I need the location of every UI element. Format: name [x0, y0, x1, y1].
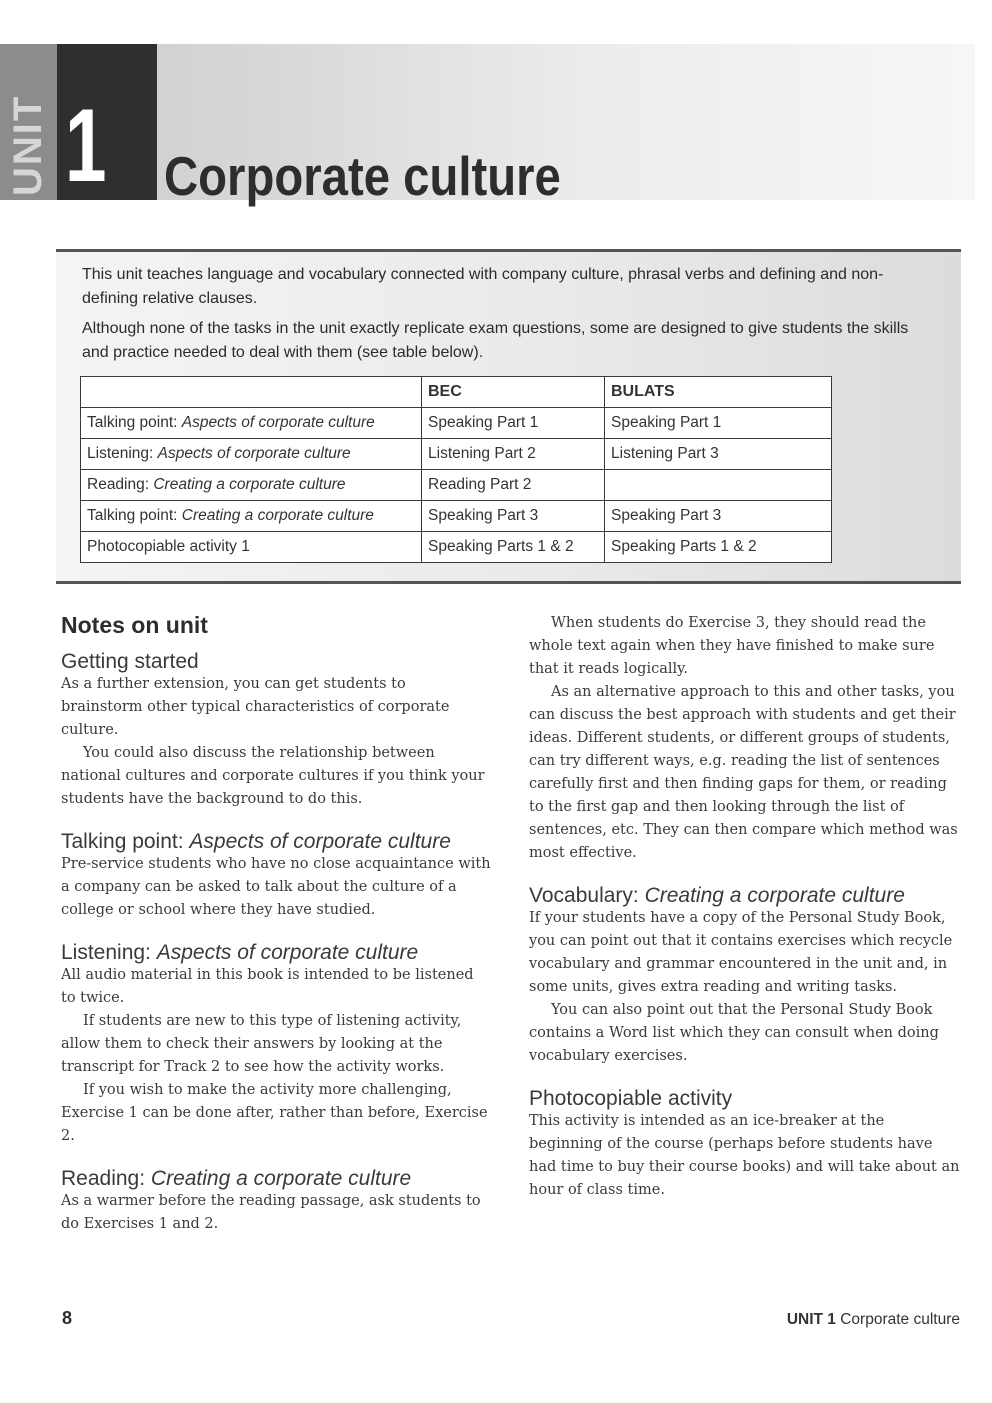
task-label-italic: Creating a corporate culture	[153, 476, 346, 493]
body-paragraph: If students are new to this type of listening activity, allow them to check their answers by looking at the transcript for Track 2 to see how the activity works.	[61, 1013, 462, 1075]
table-cell-task	[81, 439, 422, 470]
heading-prefix: Talking point:	[61, 830, 190, 853]
section-heading-photocopiable: Photocopiable activity	[529, 1087, 733, 1110]
table-cell-bulats: Speaking Part 1	[605, 408, 832, 439]
body-paragraph: If you wish to make the activity more challenging, Exercise 1 can be done after, rather than before, Exercise 2.	[61, 1082, 488, 1144]
table-cell-bec: Listening Part 2	[422, 439, 605, 470]
exam-skills-table	[80, 376, 832, 563]
table-cell-task	[81, 470, 422, 501]
left-column	[61, 610, 491, 1236]
page-title: Corporate culture	[164, 145, 561, 207]
table-row	[81, 501, 832, 532]
unit-label: UNIT	[6, 94, 50, 196]
intro-box	[56, 249, 961, 584]
table-cell-task	[81, 532, 422, 563]
table-header-bec: BEC	[422, 377, 605, 408]
table-header-row	[81, 377, 832, 408]
heading-italic: Aspects of corporate culture	[189, 830, 451, 853]
heading-italic: Aspects of corporate culture	[156, 941, 419, 964]
table-cell-task	[81, 408, 422, 439]
table-header-cell	[81, 377, 422, 408]
notes-title: Notes on unit	[61, 612, 208, 638]
heading-prefix: Reading:	[61, 1167, 151, 1190]
right-column	[529, 612, 961, 1202]
table-cell-bulats	[605, 470, 832, 501]
task-label-italic: Aspects of corporate culture	[181, 414, 375, 431]
table-cell-bulats: Speaking Part 3	[605, 501, 832, 532]
heading-prefix: Vocabulary:	[529, 884, 645, 907]
section-heading-talking-point	[61, 811, 491, 853]
task-label-italic: Aspects of corporate culture	[157, 445, 351, 462]
body-paragraph: Pre-service students who have no close acquaintance with a company can be asked to talk about the culture of a college or school where they have studied.	[61, 856, 491, 918]
footer-unit-label: UNIT 1	[786, 1311, 836, 1328]
footer-unit-title: Corporate culture	[840, 1311, 960, 1328]
body-paragraph: All audio material in this book is intended to be listened to twice.	[61, 967, 474, 1006]
table-cell-bulats: Listening Part 3	[605, 439, 832, 470]
body-paragraph: If your students have a copy of the Personal Study Book, you can point out that it contains exercises which recycle vocabulary and grammar encountered in the unit and, in some units, gives extra reading and writing tasks.	[529, 910, 953, 995]
heading-italic: Creating a corporate culture	[644, 884, 905, 907]
body-paragraph: When students do Exercise 3, they should read the whole text again when they have finished to make sure that it reads logically.	[529, 615, 935, 677]
section-heading-reading	[61, 1148, 491, 1190]
intro-paragraph: This unit teaches language and vocabulary connected with company culture, phrasal verbs and defining and non-defining relative clauses.	[82, 266, 884, 307]
table-cell-bec: Speaking Parts 1 & 2	[422, 532, 605, 563]
page-number: 8	[62, 1308, 73, 1328]
task-label: Talking point:	[87, 414, 182, 431]
table-cell-bec: Speaking Part 3	[422, 501, 605, 532]
body-paragraph: As an alternative approach to this and other tasks, you can discuss the best approach with students and get their ideas. Different students, or different groups of students, can try different ways, e.g. reading the list of sentences carefully first and then finding gaps for them, or reading to the first gap and then looking through the list of sentences, etc. They can then compare which method was most effective.	[529, 684, 958, 861]
table-header-bulats: BULATS	[605, 377, 832, 408]
table-row	[81, 408, 832, 439]
section-heading-vocabulary	[529, 865, 961, 907]
unit-number: 1	[64, 88, 107, 204]
body-paragraph: You could also discuss the relationship between national cultures and corporate cultures if you think your students have the background to do this.	[61, 745, 485, 807]
task-label: Reading:	[87, 476, 154, 493]
task-label: Photocopiable activity 1	[87, 538, 250, 555]
section-heading-getting-started: Getting started	[61, 650, 199, 673]
table-cell-task	[81, 501, 422, 532]
heading-italic: Creating a corporate culture	[150, 1167, 412, 1190]
task-label: Talking point:	[87, 507, 182, 524]
table-cell-bec: Reading Part 2	[422, 470, 605, 501]
intro-paragraph: Although none of the tasks in the unit exactly replicate exam questions, some are designed to give students the skills and practice needed to deal with them (see table below).	[82, 320, 909, 361]
task-label-italic: Creating a corporate culture	[181, 507, 374, 524]
body-paragraph: As a warmer before the reading passage, ask students to do Exercises 1 and 2.	[61, 1193, 481, 1232]
section-heading-listening	[61, 922, 491, 964]
table-row	[81, 470, 832, 501]
table-row	[81, 439, 832, 470]
running-footer	[787, 1311, 960, 1329]
body-paragraph: This activity is intended as an ice-breaker at the beginning of the course (perhaps before students have had time to buy their course books) and will take about an hour of class time.	[529, 1113, 960, 1198]
table-cell-bulats: Speaking Parts 1 & 2	[605, 532, 832, 563]
task-label: Listening:	[87, 445, 158, 462]
heading-prefix: Listening:	[61, 941, 157, 964]
body-paragraph: You can also point out that the Personal Study Book contains a Word list which they can consult when doing vocabulary exercises.	[529, 1002, 939, 1064]
table-row	[81, 532, 832, 563]
body-paragraph: As a further extension, you can get students to brainstorm other typical characteristics of corporate culture.	[61, 676, 450, 738]
table-cell-bec: Speaking Part 1	[422, 408, 605, 439]
